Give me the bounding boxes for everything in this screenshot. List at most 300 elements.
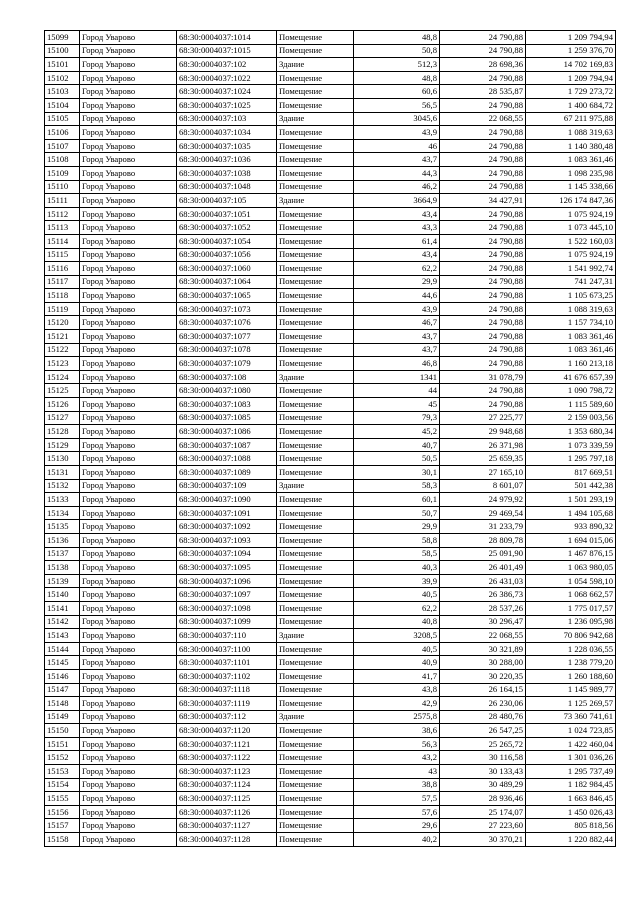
table-row (45, 302, 616, 316)
cadastral-number-cell: 68:30:0004037:1078 (177, 343, 277, 357)
row-number-cell: 15139 (45, 574, 80, 588)
object-type-cell: Помещение (277, 601, 354, 615)
cadastral-number-cell: 68:30:0004037:1121 (177, 737, 277, 751)
cadastral-value-cell: 1 054 598,10 (526, 574, 616, 588)
cadastral-value-cell: 1 209 794,94 (526, 71, 616, 85)
specific-value-cell: 29 469,54 (440, 506, 526, 520)
locality-cell: Город Уварово (80, 697, 177, 711)
cadastral-value-cell: 1 295 737,49 (526, 765, 616, 779)
specific-value-cell: 24 790,88 (440, 44, 526, 58)
specific-value-cell: 30 296,47 (440, 615, 526, 629)
row-number-cell: 15153 (45, 765, 80, 779)
table-row (45, 452, 616, 466)
locality-cell: Город Уварово (80, 71, 177, 85)
cadastral-number-cell: 68:30:0004037:1054 (177, 234, 277, 248)
table-row (45, 153, 616, 167)
locality-cell: Город Уварово (80, 751, 177, 765)
table-row (45, 71, 616, 85)
table-row (45, 139, 616, 153)
specific-value-cell: 24 790,88 (440, 289, 526, 303)
object-type-cell: Здание (277, 58, 354, 72)
cadastral-number-cell: 68:30:0004037:1097 (177, 588, 277, 602)
specific-value-cell: 26 401,49 (440, 561, 526, 575)
cadastral-number-cell: 68:30:0004037:1125 (177, 792, 277, 806)
specific-value-cell: 27 165,10 (440, 466, 526, 480)
cadastral-number-cell: 68:30:0004037:1101 (177, 656, 277, 670)
locality-cell: Город Уварово (80, 724, 177, 738)
row-number-cell: 15141 (45, 601, 80, 615)
object-type-cell: Помещение (277, 452, 354, 466)
table-row (45, 466, 616, 480)
table-row (45, 207, 616, 221)
row-number-cell: 15112 (45, 207, 80, 221)
area-cell: 46,7 (354, 316, 440, 330)
cadastral-value-cell: 1 024 723,85 (526, 724, 616, 738)
object-type-cell: Помещение (277, 615, 354, 629)
specific-value-cell: 24 790,88 (440, 139, 526, 153)
row-number-cell: 15157 (45, 819, 80, 833)
area-cell: 30,1 (354, 466, 440, 480)
row-number-cell: 15146 (45, 669, 80, 683)
cadastral-value-cell: 1 075 924,19 (526, 248, 616, 262)
row-number-cell: 15123 (45, 357, 80, 371)
cadastral-value-cell: 1 115 589,60 (526, 398, 616, 412)
area-cell: 62,2 (354, 262, 440, 276)
specific-value-cell: 24 790,88 (440, 248, 526, 262)
table-row (45, 724, 616, 738)
object-type-cell: Помещение (277, 669, 354, 683)
row-number-cell: 15149 (45, 710, 80, 724)
cadastral-value-cell: 1 160 213,18 (526, 357, 616, 371)
cadastral-value-cell: 1 088 319,63 (526, 302, 616, 316)
specific-value-cell: 26 431,03 (440, 574, 526, 588)
row-number-cell: 15145 (45, 656, 80, 670)
cadastral-value-cell: 1 145 989,77 (526, 683, 616, 697)
area-cell: 29,9 (354, 275, 440, 289)
object-type-cell: Здание (277, 194, 354, 208)
object-type-cell: Помещение (277, 44, 354, 58)
object-type-cell: Помещение (277, 493, 354, 507)
cadastral-value-cell: 1 238 779,20 (526, 656, 616, 670)
locality-cell: Город Уварово (80, 139, 177, 153)
cadastral-number-cell: 68:30:0004037:1056 (177, 248, 277, 262)
table-body (45, 31, 616, 847)
locality-cell: Город Уварово (80, 58, 177, 72)
locality-cell: Город Уварово (80, 792, 177, 806)
row-number-cell: 15155 (45, 792, 80, 806)
object-type-cell: Помещение (277, 180, 354, 194)
cadastral-value-cell: 1 083 361,46 (526, 153, 616, 167)
cadastral-number-cell: 68:30:0004037:1022 (177, 71, 277, 85)
locality-cell: Город Уварово (80, 493, 177, 507)
area-cell: 40,2 (354, 833, 440, 847)
specific-value-cell: 24 790,88 (440, 31, 526, 45)
cadastral-value-cell: 73 360 741,61 (526, 710, 616, 724)
area-cell: 40,3 (354, 561, 440, 575)
cadastral-value-cell: 1 694 015,06 (526, 533, 616, 547)
cadastral-value-cell: 1 068 662,57 (526, 588, 616, 602)
area-cell: 43 (354, 765, 440, 779)
specific-value-cell: 28 698,36 (440, 58, 526, 72)
table-row (45, 561, 616, 575)
cadastral-number-cell: 68:30:0004037:1083 (177, 398, 277, 412)
row-number-cell: 15108 (45, 153, 80, 167)
area-cell: 40,7 (354, 438, 440, 452)
cadastral-value-cell: 805 818,56 (526, 819, 616, 833)
cadastral-value-cell: 1 422 460,04 (526, 737, 616, 751)
locality-cell: Город Уварово (80, 221, 177, 235)
locality-cell: Город Уварово (80, 778, 177, 792)
table-row (45, 493, 616, 507)
object-type-cell: Помещение (277, 520, 354, 534)
area-cell: 50,5 (354, 452, 440, 466)
specific-value-cell: 30 321,89 (440, 642, 526, 656)
area-cell: 56,3 (354, 737, 440, 751)
area-cell: 39,9 (354, 574, 440, 588)
cadastral-value-cell: 1 182 984,45 (526, 778, 616, 792)
row-number-cell: 15114 (45, 234, 80, 248)
table-row (45, 275, 616, 289)
specific-value-cell: 25 659,35 (440, 452, 526, 466)
cadastral-number-cell: 68:30:0004037:105 (177, 194, 277, 208)
table-row (45, 819, 616, 833)
locality-cell: Город Уварово (80, 466, 177, 480)
table-row (45, 384, 616, 398)
locality-cell: Город Уварово (80, 31, 177, 45)
area-cell: 512,3 (354, 58, 440, 72)
row-number-cell: 15115 (45, 248, 80, 262)
object-type-cell: Помещение (277, 833, 354, 847)
row-number-cell: 15138 (45, 561, 80, 575)
table-row (45, 656, 616, 670)
table-row (45, 248, 616, 262)
cadastral-number-cell: 68:30:0004037:1034 (177, 126, 277, 140)
cadastral-number-cell: 68:30:0004037:1100 (177, 642, 277, 656)
table-row (45, 98, 616, 112)
table-row (45, 710, 616, 724)
table-row (45, 234, 616, 248)
locality-cell: Город Уварово (80, 166, 177, 180)
row-number-cell: 15105 (45, 112, 80, 126)
locality-cell: Город Уварово (80, 574, 177, 588)
object-type-cell: Помещение (277, 438, 354, 452)
locality-cell: Город Уварово (80, 234, 177, 248)
area-cell: 43,9 (354, 126, 440, 140)
row-number-cell: 15130 (45, 452, 80, 466)
specific-value-cell: 30 489,29 (440, 778, 526, 792)
cadastral-number-cell: 68:30:0004037:1096 (177, 574, 277, 588)
locality-cell: Город Уварово (80, 316, 177, 330)
specific-value-cell: 24 790,88 (440, 398, 526, 412)
object-type-cell: Помещение (277, 71, 354, 85)
table-row (45, 833, 616, 847)
locality-cell: Город Уварово (80, 656, 177, 670)
row-number-cell: 15124 (45, 370, 80, 384)
table-row (45, 588, 616, 602)
object-type-cell: Помещение (277, 343, 354, 357)
cadastral-number-cell: 68:30:0004037:1052 (177, 221, 277, 235)
locality-cell: Город Уварово (80, 533, 177, 547)
table-row (45, 44, 616, 58)
table-row (45, 533, 616, 547)
object-type-cell: Помещение (277, 642, 354, 656)
locality-cell: Город Уварово (80, 384, 177, 398)
locality-cell: Город Уварово (80, 262, 177, 276)
table-row (45, 438, 616, 452)
locality-cell: Город Уварово (80, 398, 177, 412)
cadastral-number-cell: 68:30:0004037:1120 (177, 724, 277, 738)
locality-cell: Город Уварово (80, 737, 177, 751)
cadastral-number-cell: 68:30:0004037:1088 (177, 452, 277, 466)
cadastral-number-cell: 68:30:0004037:1085 (177, 411, 277, 425)
area-cell: 45,2 (354, 425, 440, 439)
specific-value-cell: 29 948,68 (440, 425, 526, 439)
object-type-cell: Помещение (277, 724, 354, 738)
specific-value-cell: 28 809,78 (440, 533, 526, 547)
object-type-cell: Помещение (277, 547, 354, 561)
row-number-cell: 15121 (45, 330, 80, 344)
row-number-cell: 15111 (45, 194, 80, 208)
table-row (45, 221, 616, 235)
table-row (45, 506, 616, 520)
area-cell: 48,8 (354, 31, 440, 45)
area-cell: 42,9 (354, 697, 440, 711)
object-type-cell: Помещение (277, 411, 354, 425)
cadastral-value-cell: 1 140 380,48 (526, 139, 616, 153)
object-type-cell: Помещение (277, 207, 354, 221)
locality-cell: Город Уварово (80, 207, 177, 221)
locality-cell: Город Уварово (80, 601, 177, 615)
area-cell: 57,6 (354, 805, 440, 819)
table-row (45, 425, 616, 439)
specific-value-cell: 24 790,88 (440, 262, 526, 276)
cadastral-value-cell: 1 295 797,18 (526, 452, 616, 466)
cadastral-value-cell: 741 247,31 (526, 275, 616, 289)
area-cell: 43,7 (354, 330, 440, 344)
row-number-cell: 15128 (45, 425, 80, 439)
specific-value-cell: 25 174,07 (440, 805, 526, 819)
area-cell: 57,5 (354, 792, 440, 806)
object-type-cell: Здание (277, 710, 354, 724)
cadastral-number-cell: 68:30:0004037:1015 (177, 44, 277, 58)
cadastral-number-cell: 68:30:0004037:1119 (177, 697, 277, 711)
cadastral-number-cell: 68:30:0004037:1060 (177, 262, 277, 276)
specific-value-cell: 24 790,88 (440, 234, 526, 248)
table-row (45, 479, 616, 493)
area-cell: 45 (354, 398, 440, 412)
row-number-cell: 15122 (45, 343, 80, 357)
table-row (45, 574, 616, 588)
specific-value-cell: 24 790,88 (440, 343, 526, 357)
cadastral-number-cell: 68:30:0004037:1079 (177, 357, 277, 371)
specific-value-cell: 26 371,98 (440, 438, 526, 452)
object-type-cell: Здание (277, 112, 354, 126)
specific-value-cell: 24 790,88 (440, 207, 526, 221)
object-type-cell: Помещение (277, 398, 354, 412)
cadastral-number-cell: 68:30:0004037:1128 (177, 833, 277, 847)
row-number-cell: 15150 (45, 724, 80, 738)
object-type-cell: Помещение (277, 561, 354, 575)
locality-cell: Город Уварово (80, 547, 177, 561)
area-cell: 43,7 (354, 343, 440, 357)
table-row (45, 58, 616, 72)
cadastral-number-cell: 68:30:0004037:1076 (177, 316, 277, 330)
row-number-cell: 15134 (45, 506, 80, 520)
row-number-cell: 15137 (45, 547, 80, 561)
cadastral-value-cell: 1 775 017,57 (526, 601, 616, 615)
table-row (45, 778, 616, 792)
cadastral-number-cell: 68:30:0004037:103 (177, 112, 277, 126)
table-row (45, 547, 616, 561)
row-number-cell: 15133 (45, 493, 80, 507)
cadastral-number-cell: 68:30:0004037:1122 (177, 751, 277, 765)
area-cell: 58,5 (354, 547, 440, 561)
cadastral-number-cell: 68:30:0004037:1124 (177, 778, 277, 792)
cadastral-value-cell: 1 400 684,72 (526, 98, 616, 112)
cadastral-value-cell: 67 211 975,88 (526, 112, 616, 126)
locality-cell: Город Уварово (80, 833, 177, 847)
cadastral-number-cell: 68:30:0004037:1095 (177, 561, 277, 575)
table-row (45, 765, 616, 779)
cadastral-number-cell: 68:30:0004037:1091 (177, 506, 277, 520)
area-cell: 38,6 (354, 724, 440, 738)
table-row (45, 262, 616, 276)
table-row (45, 126, 616, 140)
cadastral-number-cell: 68:30:0004037:1035 (177, 139, 277, 153)
locality-cell: Город Уварово (80, 805, 177, 819)
object-type-cell: Помещение (277, 289, 354, 303)
locality-cell: Город Уварово (80, 615, 177, 629)
cadastral-value-cell: 1 145 338,66 (526, 180, 616, 194)
cadastral-number-cell: 68:30:0004037:1089 (177, 466, 277, 480)
locality-cell: Город Уварово (80, 642, 177, 656)
table-row (45, 357, 616, 371)
locality-cell: Город Уварово (80, 330, 177, 344)
cadastral-value-cell: 1 663 846,45 (526, 792, 616, 806)
locality-cell: Город Уварово (80, 357, 177, 371)
cadastral-value-cell: 1 228 036,55 (526, 642, 616, 656)
row-number-cell: 15127 (45, 411, 80, 425)
row-number-cell: 15147 (45, 683, 80, 697)
table-row (45, 31, 616, 45)
object-type-cell: Помещение (277, 697, 354, 711)
table-row (45, 330, 616, 344)
object-type-cell: Помещение (277, 751, 354, 765)
row-number-cell: 15154 (45, 778, 80, 792)
table-row (45, 166, 616, 180)
specific-value-cell: 24 790,88 (440, 275, 526, 289)
row-number-cell: 15110 (45, 180, 80, 194)
row-number-cell: 15131 (45, 466, 80, 480)
object-type-cell: Помещение (277, 98, 354, 112)
row-number-cell: 15126 (45, 398, 80, 412)
specific-value-cell: 30 116,58 (440, 751, 526, 765)
specific-value-cell: 25 265,72 (440, 737, 526, 751)
row-number-cell: 15109 (45, 166, 80, 180)
table-row (45, 601, 616, 615)
row-number-cell: 15106 (45, 126, 80, 140)
cadastral-value-cell: 817 669,51 (526, 466, 616, 480)
cadastral-number-cell: 68:30:0004037:102 (177, 58, 277, 72)
table-row (45, 316, 616, 330)
specific-value-cell: 22 068,55 (440, 629, 526, 643)
row-number-cell: 15158 (45, 833, 80, 847)
cadastral-value-cell: 1 260 188,60 (526, 669, 616, 683)
cadastral-value-cell: 1 501 293,19 (526, 493, 616, 507)
object-type-cell: Помещение (277, 302, 354, 316)
cadastral-number-cell: 68:30:0004037:109 (177, 479, 277, 493)
area-cell: 60,1 (354, 493, 440, 507)
specific-value-cell: 28 535,87 (440, 85, 526, 99)
area-cell: 1341 (354, 370, 440, 384)
table-row (45, 370, 616, 384)
area-cell: 44,3 (354, 166, 440, 180)
row-number-cell: 15136 (45, 533, 80, 547)
cadastral-value-cell: 126 174 847,36 (526, 194, 616, 208)
specific-value-cell: 24 790,88 (440, 221, 526, 235)
locality-cell: Город Уварово (80, 710, 177, 724)
row-number-cell: 15140 (45, 588, 80, 602)
specific-value-cell: 30 220,35 (440, 669, 526, 683)
cadastral-value-cell: 1 088 319,63 (526, 126, 616, 140)
specific-value-cell: 24 790,88 (440, 153, 526, 167)
row-number-cell: 15101 (45, 58, 80, 72)
cadastral-value-cell: 1 063 980,05 (526, 561, 616, 575)
locality-cell: Город Уварово (80, 629, 177, 643)
specific-value-cell: 25 091,90 (440, 547, 526, 561)
object-type-cell: Здание (277, 370, 354, 384)
object-type-cell: Помещение (277, 85, 354, 99)
cadastral-number-cell: 68:30:0004037:1048 (177, 180, 277, 194)
object-type-cell: Помещение (277, 805, 354, 819)
object-type-cell: Помещение (277, 221, 354, 235)
table-row (45, 683, 616, 697)
specific-value-cell: 24 790,88 (440, 384, 526, 398)
row-number-cell: 15125 (45, 384, 80, 398)
specific-value-cell: 30 288,00 (440, 656, 526, 670)
cadastral-value-cell: 1 220 882,44 (526, 833, 616, 847)
specific-value-cell: 24 790,88 (440, 126, 526, 140)
row-number-cell: 15132 (45, 479, 80, 493)
cadastral-value-cell: 1 259 376,70 (526, 44, 616, 58)
area-cell: 44 (354, 384, 440, 398)
cadastral-value-cell: 1 083 361,46 (526, 330, 616, 344)
cadastral-value-cell: 1 729 273,72 (526, 85, 616, 99)
cadastral-value-cell: 70 806 942,68 (526, 629, 616, 643)
row-number-cell: 15113 (45, 221, 80, 235)
cadastral-number-cell: 68:30:0004037:1099 (177, 615, 277, 629)
locality-cell: Город Уварово (80, 765, 177, 779)
document-page (44, 30, 615, 847)
specific-value-cell: 24 790,88 (440, 316, 526, 330)
object-type-cell: Помещение (277, 792, 354, 806)
area-cell: 3045,6 (354, 112, 440, 126)
cadastral-value-cell: 1 494 105,68 (526, 506, 616, 520)
locality-cell: Город Уварово (80, 126, 177, 140)
cadastral-value-cell: 1 541 992,74 (526, 262, 616, 276)
area-cell: 61,4 (354, 234, 440, 248)
area-cell: 50,8 (354, 44, 440, 58)
cadastral-number-cell: 68:30:0004037:1118 (177, 683, 277, 697)
row-number-cell: 15116 (45, 262, 80, 276)
area-cell: 40,5 (354, 642, 440, 656)
object-type-cell: Помещение (277, 819, 354, 833)
cadastral-number-cell: 68:30:0004037:1126 (177, 805, 277, 819)
cadastral-number-cell: 68:30:0004037:1014 (177, 31, 277, 45)
area-cell: 43,8 (354, 683, 440, 697)
cadastral-number-cell: 68:30:0004037:1077 (177, 330, 277, 344)
area-cell: 79,3 (354, 411, 440, 425)
